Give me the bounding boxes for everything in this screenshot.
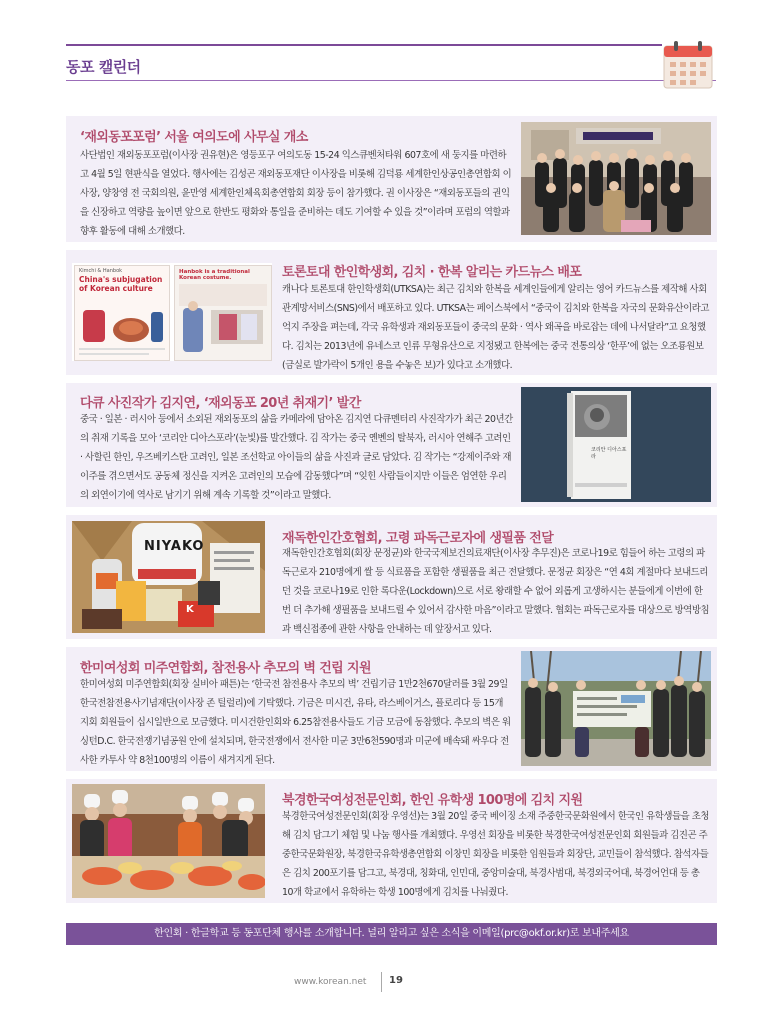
article-toronto-students xyxy=(66,250,717,375)
article-title: ‘재외동포포럼’ 서울 여의도에 사무실 개소 xyxy=(80,130,308,145)
photo-check-donation xyxy=(521,651,711,766)
article-title: 다큐 사진작가 김지연, ‘재외동포 20년 취재기’ 발간 xyxy=(80,396,361,411)
photo-forum-group xyxy=(521,122,711,235)
section-title: 동포 캘린더 xyxy=(66,58,141,76)
card-news-header: Kimchi & Hanbok xyxy=(79,268,123,274)
article-body: 북경한국여성전문인회(회장 우영선)는 3월 20일 중국 베이징 소재 주중한국문화원에서 한국인 유학생들을 초청해 김치 담그기 체험 및 나눔 행사를 개최했다. 우영선 회장을 비롯한 북경한국여성전문인회 회원들과 김진곤 주중한국문화원장, 북경한국유학생총연합회 이창민 회장을 비롯한 임원들과 회장단, 교민들이 참석했다. 참석자들은 김치 200포기를 담그고, 북경대, 칭화대, 인민대, 중앙미술대, 북경사범대, 북경외국어대, 북경어언대 등 총 10개 학교에서 유학하는 학생 100명에게 김치를 나눠줬다. xyxy=(282,811,709,898)
card-news-title: China's subjugation of Korean culture xyxy=(79,275,163,293)
header-rule xyxy=(66,44,662,46)
article-nurses-association xyxy=(66,515,717,639)
photo-kimchi-event xyxy=(72,784,265,898)
article-title: 북경한국여성전문인회, 한인 유학생 100명에 김치 지원 xyxy=(282,793,583,808)
supplies-box-image xyxy=(72,521,265,633)
article-korean-american-women xyxy=(66,647,717,771)
article-forum-office xyxy=(66,116,717,242)
box-brand: NIYAKO xyxy=(144,539,205,554)
article-body: 중국 · 일본 · 러시아 등에서 소외된 재외동포의 삶을 카메라에 담아온 김지연 다큐멘터리 사진작가가 최근 20년간의 취재 기록을 모아 ‘코리안 디아스포라’(눈빛)를 발간했다. 김 작가는 중국 옌볜의 탈북자, 러시아 연해주 고려인 · 사할린 한인, 우즈베키스탄 고려인, 일본 조선학교 아이들의 삶을 사진과 글로 담았다. 김 작가는 “강제이주와 재이주를 겪으면서도 공동체 정신을 지켜온 고려인의 모습에 감동했다”며 “잊힌 사람들이지만 이들은 엄연한 우리의 외연이기에 역사로 남기기 위해 계속 기록할 것”이라고 말했다. xyxy=(80,414,513,501)
article-beijing-women-professionals xyxy=(66,779,717,903)
card-news-subtitle: Hanbok is a traditional Korean costume. xyxy=(179,269,250,281)
book-cover-title: 코리안 디아스포라 xyxy=(591,447,627,460)
article-body: 캐나다 토론토대 한인학생회(UTKSA)는 최근 김치와 한복을 세계인들에게 알리는 영어 카드뉴스를 제작해 사회관계망서비스(SNS)에서 배포하고 있다. UTKSA는 페이스북에서 “중국이 김치와 한복을 자국의 문화유산이라고 억지 주장을 펴는데, 각국 유학생과 재외동포들이 중국의 문화 · 역사 왜곡을 바로잡는 데에 나서달라”고 요청했다. 김치는 2013년에 유네스코 인류 무형유산으로 지정됐고 한복에는 중국 전통의상 ‘한푸’에 없는 오조룡원보(금실로 발가락이 5개인 용을 수놓은 보)가 있다고 소개했다. xyxy=(282,284,709,371)
notice-bar: 한인회 · 한글학교 등 동포단체 행사를 소개합니다. 널리 알리고 싶은 소식을 이메일(prc@okf.or.kr)로 보내주세요 xyxy=(66,923,717,945)
calendar-icon xyxy=(662,40,714,90)
article-body: 한미여성회 미주연합회(회장 실비아 패튼)는 ‘한국전 참전용사 추모의 벽’ 건립기금 1만2천670달러를 3월 29일 한국전참전용사기념재단(이사장 존 틸럴리)에 기탁했다. 기금은 미시건, 유타, 라스베이거스, 플로리다 등 15개 지회 회원들이 십시일반으로 모금했다. 미시건한인회와 6.25참전용사들도 기금 모금에 동참했다. 추모의 벽은 워싱턴D.C. 한국전쟁기념공원 안에 설치되며, 한국전쟁에서 전사한 미군 3만6천590명과 미군에 배속돼 싸우다 전사한 카투사 약 8천100명의 이름이 새겨지게 된다. xyxy=(80,679,511,766)
card-news-image xyxy=(72,263,272,361)
book-cover-image xyxy=(521,387,711,502)
article-title: 재독한인간호협회, 고령 파독근로자에 생필품 전달 xyxy=(282,531,554,546)
article-title: 토론토대 한인학생회, 김치 · 한복 알리는 카드뉴스 배포 xyxy=(282,265,582,280)
footer-divider xyxy=(381,972,382,992)
article-photographer-book xyxy=(66,383,717,507)
box-label: K xyxy=(186,604,194,615)
site-url: www.korean.net xyxy=(294,977,367,987)
article-title: 한미여성회 미주연합회, 참전용사 추모의 벽 건립 지원 xyxy=(80,661,371,676)
article-body: 재독한인간호협회(회장 문정균)와 한국국제보건의료재단(이사장 추무진)은 코로나19로 힘들어 하는 고령의 파독근로자 210명에게 쌀 등 식료품을 포함한 생필품을 최근 전달했다. 문정균 회장은 “연 4회 계절마다 보내드리던 것을 코로나19로 인한 록다운(Lockdown)으로 서로 왕래할 수 없어 외롭게 고생하시는 분들에게 이번에 한 번 더 추가해 생필품을 보내드릴 수 있어서 감사한 마음”이라고 말했다. 협회는 파독근로자를 대상으로 방역방침과 백신접종에 관한 사항을 안내하는 데 앞장서고 있다. xyxy=(282,548,710,635)
page-number: 19 xyxy=(389,975,403,986)
article-body: 사단법인 재외동포포럼(이사장 권유현)은 영등포구 여의도동 15-24 익스큐벤처타워 607호에 새 둥지를 마련하고 4월 5일 현판식을 열었다. 행사에는 김성곤 재외동포재단 이사장을 비롯해 김덕룡 세계한인상공인총연합회 이사장, 양창영 전 국회의원, 윤만영 세계한인체육회총연합회 회장 등이 참가했다. 권 이사장은 “재외동포들의 권익을 신장하고 역량을 높이면 앞으로 한반도 평화와 통일을 준비하는 데도 기여할 수 있을 것”이라며 포럼의 역할과 향후 활동에 대해 소개했다. xyxy=(80,150,512,237)
header-underline xyxy=(66,80,716,81)
